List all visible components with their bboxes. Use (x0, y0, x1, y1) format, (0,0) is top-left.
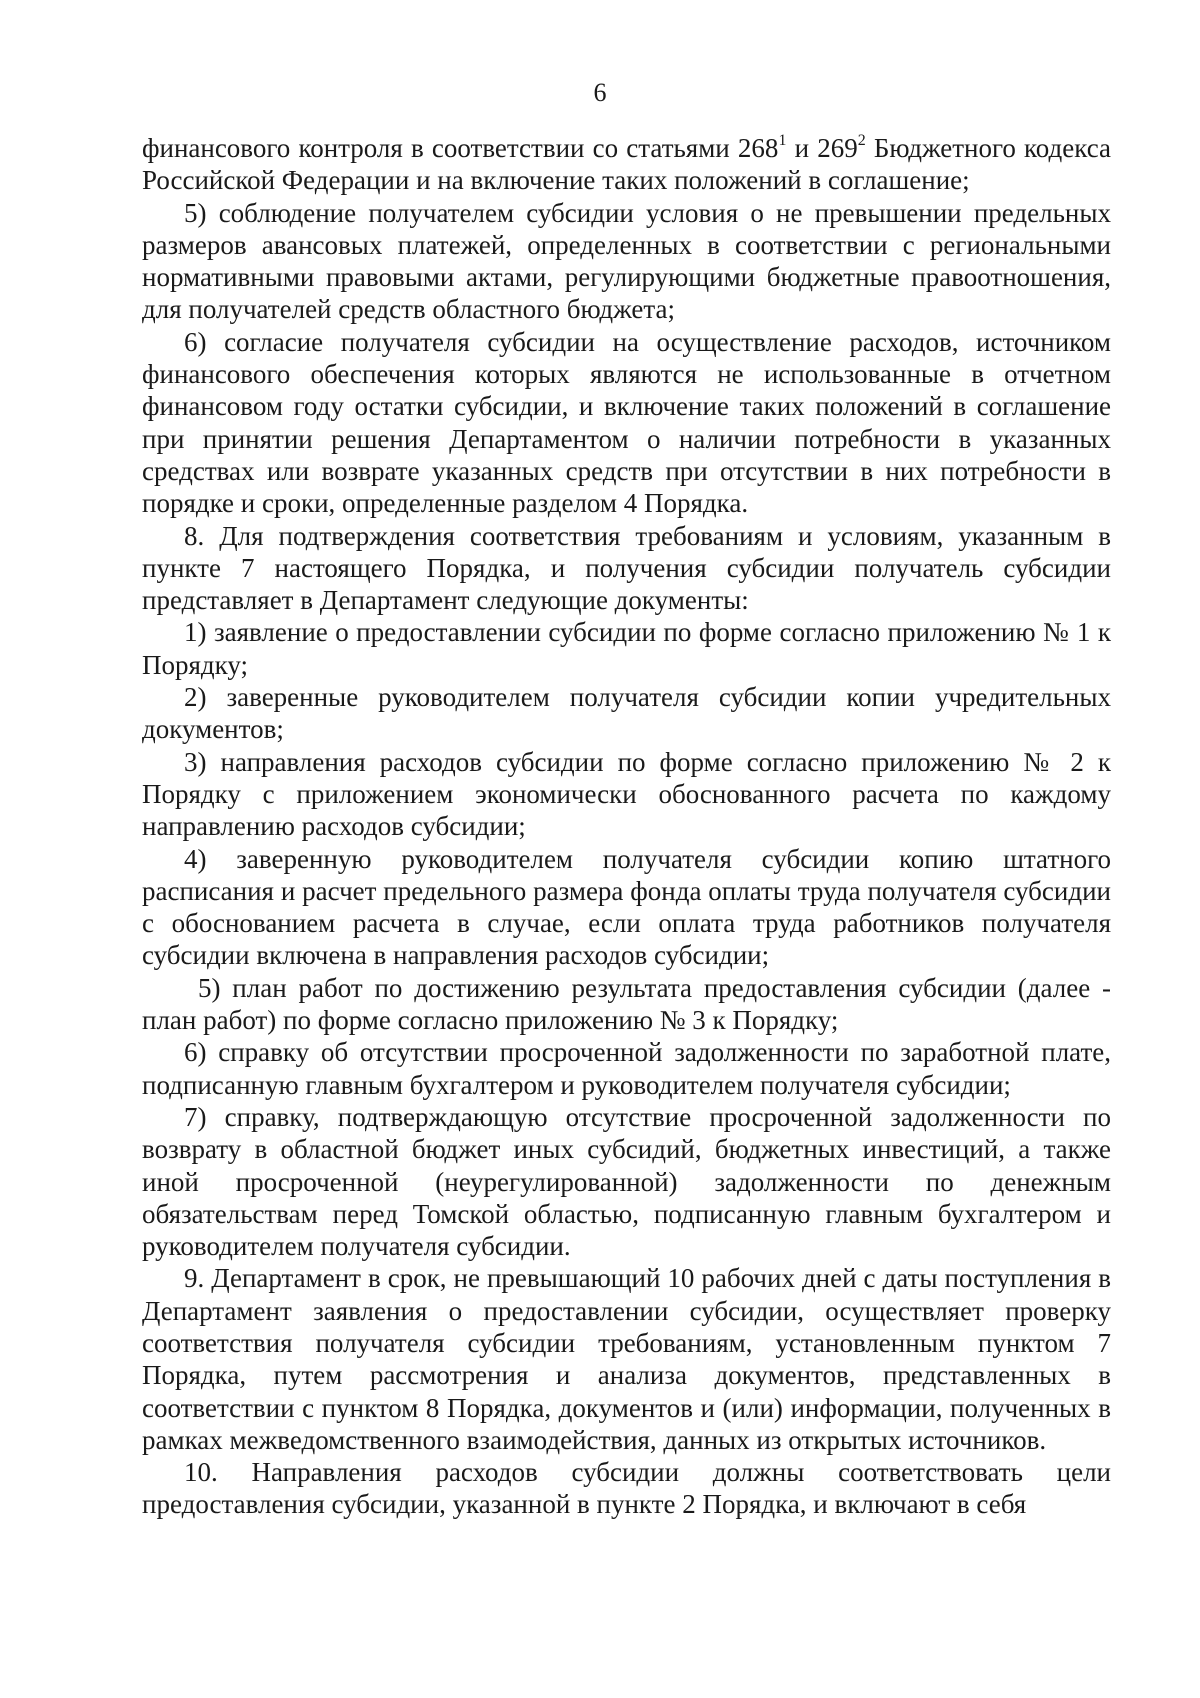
paragraph-doc-4: 4) заверенную руководителем получателя субсидии копию штатного расписания и расчет предельного размера фонда оплаты труда получателя субсидии с обоснованием расчета в случае, если оплата труда работников получателя субсидии включена в направления расходов субсидии; (142, 843, 1111, 971)
paragraph-clause-10: 10. Направления расходов субсидии должны соответствовать цели предоставления субсидии, указанной в пункте 2 Порядка, и включают в себя (142, 1457, 1111, 1520)
paragraph-clause-9: 9. Департамент в срок, не превышающий 10 рабочих дней с даты поступления в Департамент заявления о предоставлении субсидии, осуществляет проверку соответствия получателя субсидии требованиям, установленным пунктом 7 Порядка, путем рассмотрения и анализа документов, представленных в соответствии с пунктом 8 Порядка, документов и (или) информации, полученных в рамках межведомственного взаимодействия, данных из открытых источников. (142, 1263, 1111, 1455)
paragraph-doc-3: 3) направления расходов субсидии по форме согласно приложению № 2 к Порядку с приложением экономически обоснованного расчета по каждому направлению расходов субсидии; (142, 746, 1111, 842)
paragraph-doc-6: 6) справку об отсутствии просроченной задолженности по заработной плате, подписанную главным бухгалтером и руководителем получателя субсидии; (142, 1037, 1111, 1100)
text-fragment: Бюджетного кодекса Российской Федерации и на включение таких положений в соглашение; (142, 133, 1111, 196)
paragraph-item-5: 5) соблюдение получателем субсидии условия о не превышении предельных размеров авансовых платежей, определенных в соответствии с региональными нормативными правовыми актами, регулирующими бюджетные правоотношения, для получателей средств областного бюджета; (142, 197, 1111, 325)
text-fragment: и 269 (786, 133, 858, 163)
text-fragment: финансового контроля в соответствии со статьями 268 (142, 133, 779, 163)
superscript: 2 (857, 132, 866, 149)
paragraph-clause-8: 8. Для подтверждения соответствия требованиям и условиям, указанным в пункте 7 настоящего Порядка, и получения субсидии получатель субсидии представляет в Департамент следующие документы: (142, 520, 1111, 616)
paragraph-doc-7: 7) справку, подтверждающую отсутствие просроченной задолженности по возврату в областной бюджет иных субсидий, бюджетных инвестиций, а также иной просроченной (неурегулированной) задолженности по денежным обязательствам перед Томской областью, подписанную главным бухгалтером и руководителем получателя субсидии. (142, 1101, 1111, 1262)
paragraph-doc-1: 1) заявление о предоставлении субсидии по форме согласно приложению № 1 к Порядку; (142, 617, 1111, 680)
paragraph-item-6: 6) согласие получателя субсидии на осуществление расходов, источником финансового обеспечения которых являются не использованные в отчетном финансовом году остатки субсидии, и включение таких положений в соглашение при принятии решения Департаментом о наличии потребности в указанных средствах или возврате указанных средств при отсутствии в них потребности в порядке и сроки, определенные разделом 4 Порядка. (142, 326, 1111, 519)
document-body (142, 132, 1111, 1521)
paragraph-continuation (142, 132, 1111, 197)
paragraph-doc-2: 2) заверенные руководителем получателя субсидии копии учредительных документов; (142, 682, 1111, 745)
superscript: 1 (778, 132, 787, 149)
page-number: 6 (593, 78, 607, 107)
paragraph-doc-5: 5) план работ по достижению результата предоставления субсидии (далее - план работ) по форме согласно приложению № 3 к Порядку; (142, 972, 1111, 1036)
